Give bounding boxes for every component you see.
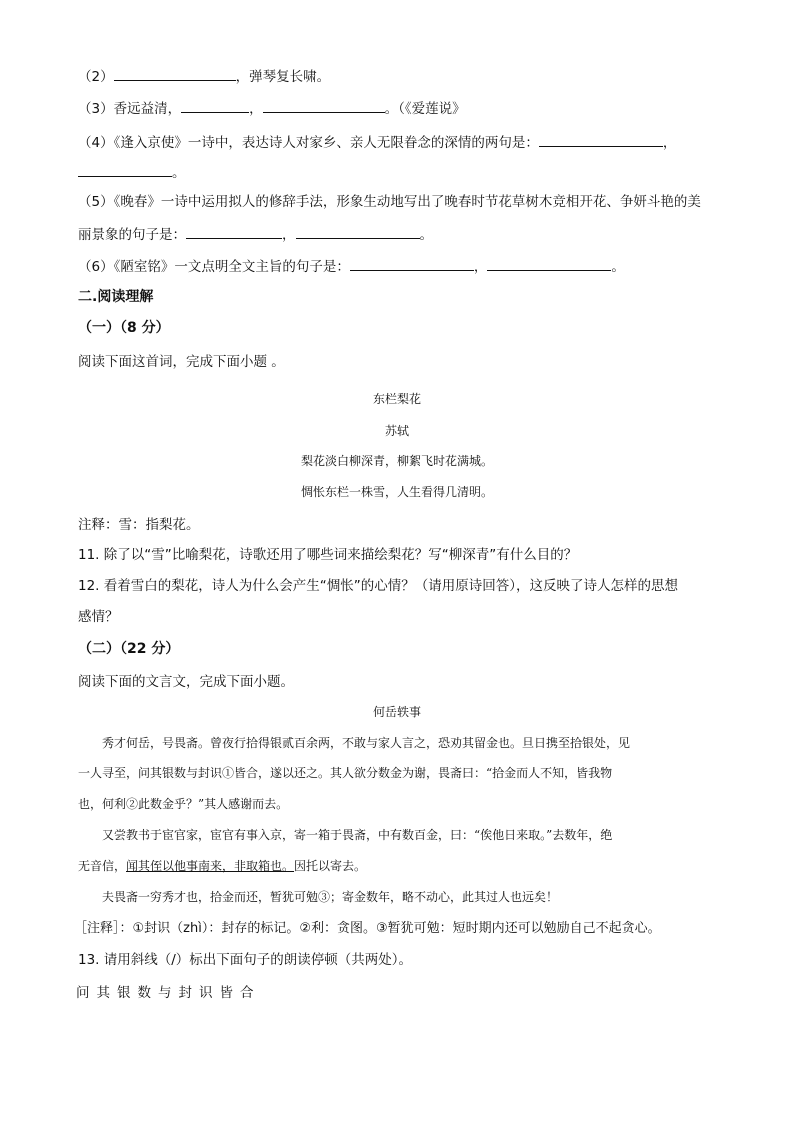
prose-para-3: 夫畏斋一穷秀才也，拾金而还，暂犹可勉③；寄金数年，略不动心，此其过人也远矣！ — [102, 890, 559, 904]
question-3 — [78, 98, 466, 119]
answer-blank[interactable] — [186, 224, 282, 239]
answer-blank[interactable] — [350, 256, 474, 271]
poem-line-1: 梨花淡白柳深青，柳絮飞时花满城。 — [300, 454, 493, 468]
prose-para-2a: 又尝教书于宦官家，宦官有事入京，寄一箱于畏斋，中有数百金，曰：“俟他日来取。”去数年，绝 — [102, 828, 613, 842]
question-13-sentence: 问其银数与封识皆合 — [76, 985, 261, 1001]
question-13: 13. 请用斜线（/）标出下面句子的朗读停顿（共两处）。 — [78, 952, 413, 968]
answer-blank[interactable] — [487, 256, 611, 271]
question-2 — [78, 66, 330, 87]
q4-text: （4）《逢入京使》一诗中，表达诗人对家乡、亲人无限眷念的深情的两句是： — [78, 135, 539, 151]
question-4-cont — [78, 162, 186, 183]
question-6 — [78, 256, 625, 277]
question-5-cont — [78, 224, 433, 245]
section-title: 二.阅读理解 — [78, 289, 154, 305]
prose-para-1a: 秀才何岳，号畏斋。曾夜行拾得银贰百余两，不敢与家人言之，恐劝其留金也。旦日携至拾银处，见 — [102, 736, 631, 750]
part-2-intro: 阅读下面的文言文，完成下面小题。 — [78, 674, 294, 690]
prose-text: 因托以寄去。 — [294, 859, 367, 873]
q5-end: 。 — [419, 227, 433, 243]
q2-number: （2） — [78, 69, 114, 85]
q5-comma: ， — [282, 227, 296, 243]
answer-blank[interactable] — [114, 66, 236, 81]
q5-text: （5）《晚春》一诗中运用拟人的修辞手法，形象生动地写出了晚春时节花草树木竞相开花、争妍斗艳的美 — [78, 194, 701, 210]
q3-comma: ， — [249, 101, 263, 117]
part-1-header: （一）（8 分） — [78, 320, 170, 336]
q6-text: （6）《陋室铭》一文点明全文主旨的句子是： — [78, 259, 350, 275]
q2-text: ，弹琴复长啸。 — [235, 69, 331, 85]
prose-para-1c: 也，何利②此数金乎？”其人感谢而去。 — [78, 797, 289, 811]
answer-blank[interactable] — [181, 98, 249, 113]
question-5 — [78, 192, 701, 212]
poem-line-2: 惆怅东栏一株雪，人生看得几清明。 — [300, 485, 493, 499]
poem-note: 注释：雪：指梨花。 — [78, 517, 200, 533]
poem-author: 苏轼 — [384, 424, 409, 438]
annotation: ［注释］：①封识（zhì）：封存的标记。②利：贪图。③暂犹可勉：短时期内还可以勉励自己不起贪心。 — [74, 921, 661, 936]
underlined-sentence: 闻其侄以他事南来，非取箱也。 — [126, 859, 295, 873]
q6-end: 。 — [611, 259, 625, 275]
poem-title: 东栏梨花 — [372, 392, 421, 406]
q3-source: 。（《爱莲说》 — [384, 101, 466, 117]
answer-blank[interactable] — [78, 162, 172, 177]
prose-title: 何岳轶事 — [372, 705, 421, 719]
part-2-header: （二）（22 分） — [78, 641, 180, 657]
question-12-cont: 感情？ — [78, 609, 119, 625]
prose-para-1b: 一人寻至，问其银数与封识①皆合，遂以还之。其人欲分数金为谢，畏斋曰：“拾金而人不知，皆我物 — [78, 766, 613, 780]
prose-para-2b — [78, 857, 718, 875]
q4-comma: ， — [662, 135, 677, 151]
prose-text: 无音信， — [78, 859, 127, 873]
q3-number: （3） — [78, 101, 114, 117]
q3-text: 香远益清， — [113, 101, 182, 117]
question-11: 11. 除了以“雪”比喻梨花，诗歌还用了哪些词来描绘梨花？写“柳深青”有什么目的？ — [78, 547, 578, 563]
question-4 — [78, 132, 676, 153]
answer-blank[interactable] — [296, 224, 420, 239]
q4-end: 。 — [172, 165, 186, 181]
answer-blank[interactable] — [263, 98, 385, 113]
answer-blank[interactable] — [539, 132, 663, 147]
question-12: 12. 看着雪白的梨花，诗人为什么会产生“惆怅”的心情？（请用原诗回答），这反映了诗人怎样的思想 — [78, 578, 678, 594]
part-1-intro: 阅读下面这首词，完成下面小题 。 — [78, 354, 285, 370]
q6-comma: ， — [473, 259, 488, 275]
q5-text2: 丽景象的句子是： — [78, 227, 186, 243]
